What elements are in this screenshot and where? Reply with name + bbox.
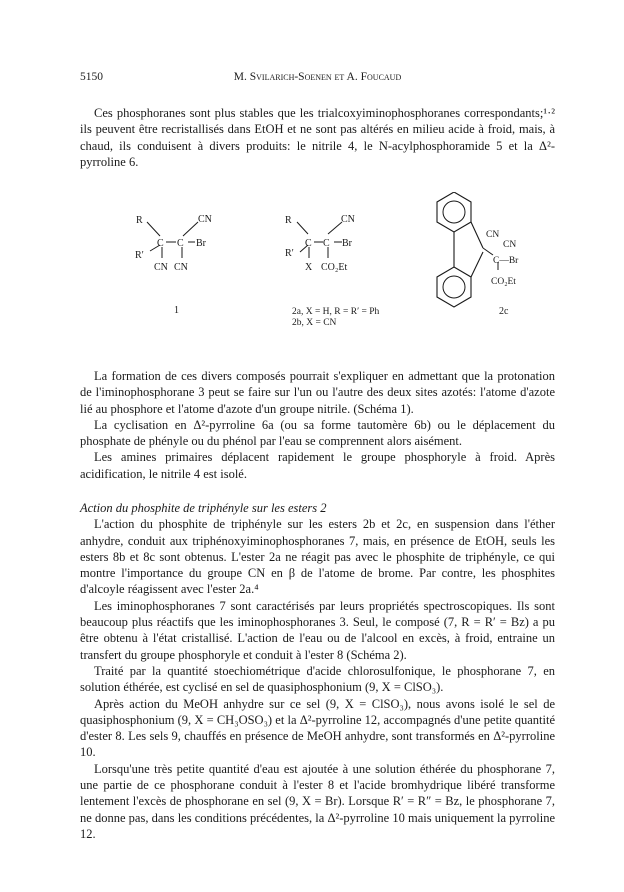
- structure-figure: [80, 192, 555, 352]
- chem-CO2Et: CO₂Et: [321, 262, 348, 273]
- paragraph: Ces phosphoranes sont plus stables que les trialcoxyiminophosphoranes correspondants;¹·² ils peuvent être recristallisés dans EtOH et ne sont pas altérés en milieu acide à froid, mais, à chaud, ils conduisent à divers produits: le nitrile 4, le N-acylphosphoramide 5 et la Δ²-pyrroline 6.: [80, 106, 555, 169]
- chem-CN: CN: [486, 230, 500, 240]
- chem-CN: CN: [341, 214, 355, 225]
- chem-CN: CN: [174, 262, 188, 273]
- section-text: [80, 500, 555, 842]
- chem-C-Br: C—Br: [493, 256, 519, 266]
- structure-drawing: [80, 192, 555, 352]
- chem-C: C: [157, 238, 164, 249]
- paragraph: Après action du MeOH anhydre sur ce sel (9, X = ClSO₃), nous avons isolé le sel de quasiphosphonium (9, X = CH₃OSO₃) et la Δ²-pyrroline 12, accompagnés d'une petite quantité d'ester 8. Les sels 9, chauffés en présence de MeOH anhydre, sont transformés en Δ²-pyrroline 10.: [80, 696, 555, 760]
- paragraph: Les iminophosphoranes 7 sont caractérisés par leurs propriétés spectroscopiques. Ils sont beaucoup plus réactifs que les iminophosphoranes 3. Seul, le composé (7, R = R′ = Bz) a pu être obtenu à l'état cristallisé. L'action de l'eau ou de l'alcool en excès, à froid, entraine un transfert du groupe phosphoryle et conduit à l'ester 8 (Schéma 2).: [80, 598, 555, 662]
- compound-label: 1: [174, 305, 179, 316]
- paragraph: Les amines primaires déplacent rapidement le groupe phosphoryle à froid. Après acidification, le nitrile 4 est isolé.: [80, 450, 555, 481]
- paragraph: Traité par la quantité stoechiométrique d'acide chlorosulfonique, le phosphorane 7, en solution éthérée, est cyclisé en sel de quasiphosphonium (9, X = ClSO₃).: [80, 663, 555, 695]
- chem-C: C: [323, 238, 330, 249]
- chem-CN: CN: [154, 262, 168, 273]
- chem-Br: Br: [342, 238, 352, 249]
- compound-2c: [437, 192, 519, 317]
- compound-label: 2c: [499, 306, 509, 317]
- discussion-text: [80, 368, 555, 482]
- paragraph: Lorsqu'une très petite quantité d'eau est ajoutée à une solution éthérée du phosphorane 7, une partie de ce phosphorane conduit à l'ester 8 et l'acide bromhydrique libéré transforme lentement l'excès de phosphorane en sel (9, X = Br). Lorsque R′ = R″ = Bz, le phosphorane 7, ne donne pas, dans les conditions précédentes, la Δ²-pyrroline 10 mais uniquement la pyrroline 12.: [80, 761, 555, 841]
- chem-CO2Et: CO₂Et: [491, 277, 516, 287]
- paragraph: L'action du phosphite de triphényle sur les esters 2b et 2c, en suspension dans l'éther anhydre, conduit aux triphénoxyiminophosphoranes 7, mais, en présence de EtOH, seuls les esters 8b et 8c sont obtenus. L'ester 2a ne réagit pas avec le phosphite de triphényle, ce qui montre l'importance du groupe CN en β de l'atome de brome. Par contre, les phosphites d'alcoyle réagissent avec l'ester 2a.⁴: [80, 517, 555, 597]
- running-authors: M. Svilarich-Soenen et A. Foucaud: [233, 71, 402, 83]
- chem-C: C: [305, 238, 312, 249]
- paragraph: La cyclisation en Δ²-pyrroline 6a (ou sa forme tautomère 6b) ou le déplacement du phosphate de phényle ou du phénol par l'eau se comprennent alors aisément.: [80, 417, 555, 449]
- intro-text: [80, 105, 555, 170]
- chem-R: R: [285, 215, 292, 226]
- chem-R: R: [136, 215, 143, 226]
- paragraph: La formation de ces divers composés pourrait s'expliquer en admettant que la protonation de l'iminophosphorane 3 peut se faire sur l'un ou l'autre des deux sites azotés: l'atome d'azote lié au phosphore et l'atome d'azote d'un groupe nitrile. (Schéma 1).: [80, 369, 555, 416]
- chem-Rprime: R′: [285, 248, 294, 259]
- page-number: 5150: [80, 71, 103, 83]
- compound-label-2b: 2b, X = CN: [292, 318, 337, 328]
- chem-Rprime: R′: [135, 250, 144, 261]
- compound-label-2a: 2a, X = H, R = R′ = Ph: [292, 307, 380, 317]
- compound-2: [285, 214, 380, 328]
- compound-1: [135, 214, 212, 316]
- chem-X: X: [305, 262, 313, 273]
- chem-CN: CN: [198, 214, 212, 225]
- chem-CN: CN: [503, 240, 517, 250]
- running-header: [80, 71, 555, 87]
- chem-Br: Br: [196, 238, 206, 249]
- chem-C: C: [177, 238, 184, 249]
- section-heading: Action du phosphite de triphényle sur les esters 2: [80, 501, 327, 515]
